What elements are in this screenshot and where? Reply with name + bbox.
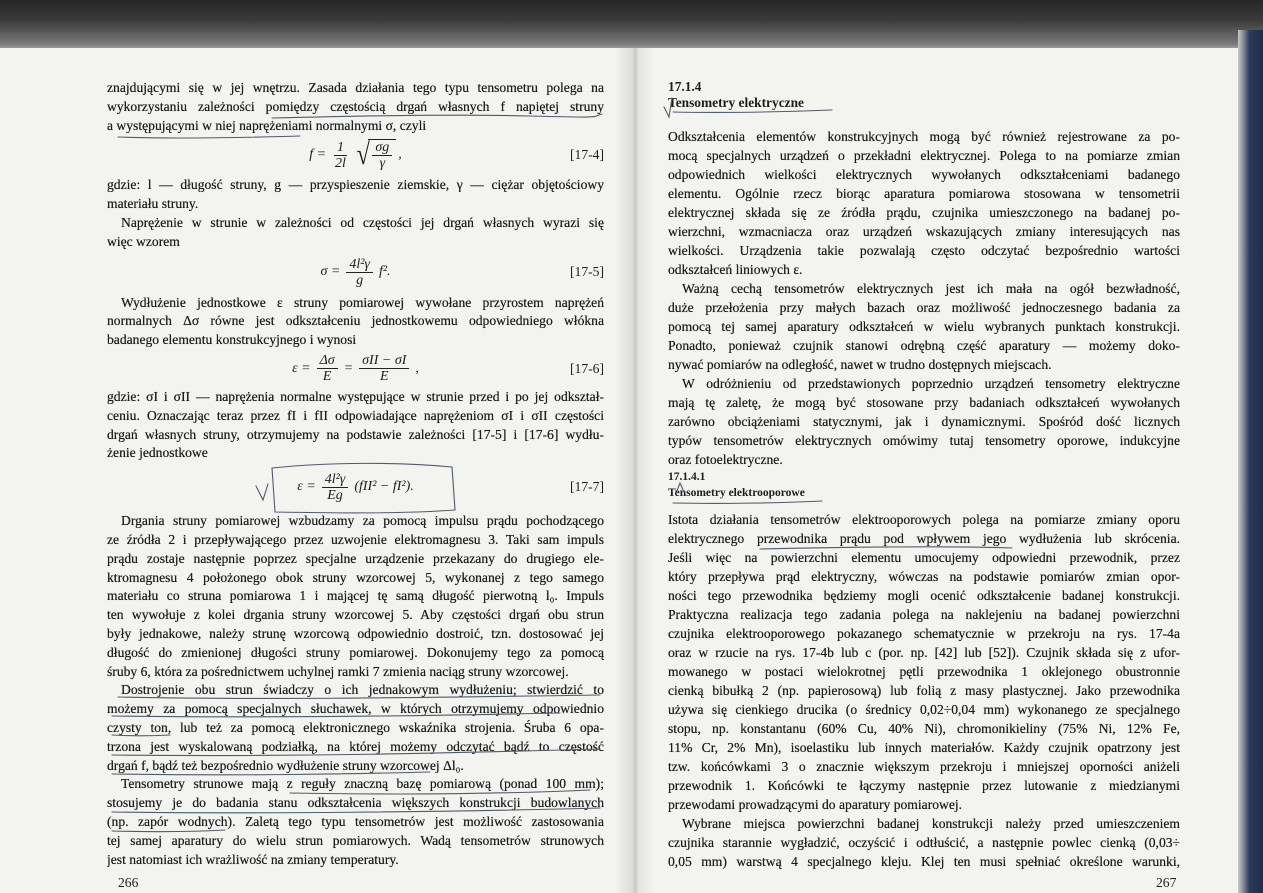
equation [107, 462, 604, 512]
text-line: ności tego przewodnika będziemy mogli ocenić odkształcenie badanej konstrukcji. [668, 588, 1180, 603]
denominator: E [379, 369, 389, 385]
numerator: Δσ [317, 353, 338, 369]
equation-term: f². [378, 264, 391, 280]
text-line: jest natomiast ich wrażliwość na zmiany temperatury. [107, 851, 399, 867]
text-line: ze źródła 2 i przepływającego przez uzwojenie elektromagnesu 3. Taki sam impuls [107, 532, 604, 547]
numerator: σg [372, 140, 392, 156]
equation-term: , [398, 147, 402, 163]
section-title: Tensometry elektrooporowe [668, 487, 805, 499]
text-line: zarówno obciążeniami statycznymi, jak i dynamicznymi. Spośród dość licznych [668, 414, 1180, 429]
numerator: 1 [334, 140, 347, 156]
text-line: mowanego w postaci wielokrotnej pętli przewodnika 1 oklejonego obustronnie [668, 664, 1180, 679]
text-line: Drgania struny pomiarowej wzbudzamy za pomocą impulsu prądu pochodzącego [121, 513, 604, 529]
equation-term: σ = [320, 264, 341, 280]
text-line: wykorzystaniu zależności pomiędzy częstością drgań własnych f napiętej struny [107, 98, 604, 114]
fraction [332, 140, 349, 171]
text-line: Naprężenie w strunie w zależności od częstości jej drgań własnych wyrazi się [121, 215, 604, 230]
text-line: znajdującymi się w jej wnętrzu. Zasada działania tego typu tensometru polega na [107, 80, 604, 95]
page-edge [1238, 30, 1263, 893]
text-line: czysty ton, lub też za pomocą elektronicznego wskaźnika strojenia. Śruba 6 opa- [107, 720, 604, 735]
text-line: ceniu. Oznaczając teraz przez fI i fII odpowiadające naprężeniom σI i σII częstości [107, 407, 604, 423]
text-line: Ponadto, ponieważ czujnik stanowi odrębną część aparatury — możemy doko- [668, 338, 1180, 353]
text-line: drgań własnych struny, otrzymujemy na podstawie zależności [17-5] i [17-6] wydłu- [107, 426, 604, 442]
denominator: Eg [327, 487, 343, 503]
equation [107, 251, 604, 294]
text-line: 11% Cr, 2% Mn), isoelastiku lub innych materiałów. Każdy czujnik opatrzony jest [668, 740, 1180, 755]
equation [107, 135, 604, 177]
text-line: możemy za pomocą specjalnych słuchawek, w których otrzymujemy odpowiednio [107, 701, 604, 717]
text-line: czujnika elektrooporowego pokazanego schematycznie w przekroju na rys. 17-4a [668, 626, 1180, 641]
text-line: Dostrojenie obu strun świadczy o ich jednakowym wydłużeniu; stwierdzić to [121, 682, 604, 698]
equation-term: = [343, 360, 354, 376]
denominator: 2l [335, 155, 346, 171]
equation-term: ε = [292, 360, 311, 376]
radicand [368, 139, 396, 171]
text-line: wierzchni, wzmacniacza oraz urządzeń wskazujących zmiany interesujących nas [668, 224, 1180, 239]
text-line: nywać pomiarów na odległość, nawet w trudno dostępnych miejscach. [668, 357, 1052, 372]
text-line: Tensometry strunowe mają z reguły znaczną bazę pomiarową (ponad 100 mm); [121, 776, 604, 792]
text-line: przewodami prowadzącymi do aparatury pomiarowej. [668, 797, 963, 812]
text-line: Wydłużenie jednostkowe ε struny pomiarowej wywołane przyrostem naprężeń [121, 294, 604, 310]
equation-number: [17-7] [570, 479, 604, 495]
equation-number: [17-6] [570, 360, 604, 376]
text-line: materiału co struna pomiarowa 1 i mającej tę samą długość pierwotną l₀. Impuls [107, 588, 604, 604]
equation-term: , [415, 360, 419, 376]
fraction [322, 472, 349, 503]
text-line: drgań f, bądź też bezpośrednio wydłużenie struny wzorcowej Δl₀. [107, 757, 464, 773]
numerator: 4l²γ [322, 472, 349, 488]
text-line: stopu, np. konstantanu (60% Cu, 40% Ni), chromonikieliny (75% Ni, 12% Fe, [668, 721, 1180, 736]
section-number: 17.1.4 [668, 79, 702, 94]
text-line: Praktyczna realizacja tego zadania polega na naklejeniu na badanej powierzchni [668, 607, 1180, 622]
text-line: tej samej aparatury do wielu strun pomiarowych. Wadą tensometrów strunowych [107, 832, 604, 848]
fraction [346, 257, 373, 288]
text-line: elementu. Ogólnie rzecz biorąc aparatura pomiarowa stosowana w tensometrii [668, 186, 1180, 201]
denominator: g [356, 272, 364, 288]
text-line: mocą specjalnych urządzeń o przekładni elektrycznej. Polega to na pomiarze zmian [668, 148, 1180, 163]
text-line: cienką bibułką 2 (np. papierosową) lub folią z masy plastycznej. Jako przewodnika [668, 683, 1180, 698]
text-line: elektrycznego przewodnika prądu pod wpływem jego wydłużenia lub skrócenia. [668, 531, 1180, 546]
page-number-left: 266 [118, 875, 139, 890]
text-line: elektrycznej składa się ze źródła prądu, czujnika umieszczonego na badanej po- [668, 205, 1180, 220]
text-line: wielkości. Urządzenia takie pozwalają często odczytać bezpośrednio wartości [668, 243, 1180, 258]
text-line: prądu zostaje następnie poprzez specjalne urządzenie przekazany do drugiego ele- [107, 550, 604, 566]
text-line: ktromagnesu 4 położonego obok struny wzorcowej 5, wykonanej z tego samego [107, 569, 604, 585]
text-line: Jeśli więc na powierzchni elementu umocujemy odpowiedni przewodnik, przez [668, 550, 1180, 565]
text-line: duże przełożenia przy małych bazach oraz możliwość jednoczesnego badania za [668, 300, 1180, 315]
page-number-right: 267 [1156, 875, 1177, 890]
equation-number: [17-5] [570, 264, 604, 280]
text-line: były jednakowe, należy strunę wzorcową odpowiednio dostroić, tzn. dostosować jej [107, 626, 604, 641]
text-line: długość do zmienionej długości struny pomiarowej. Dokonujemy tego za pomocą [107, 644, 604, 660]
text-line: normalnych Δσ równe jest odkształceniu jednostkowemu odpowiedniego włókna [107, 313, 604, 329]
denominator: γ [379, 156, 386, 172]
left-page [107, 0, 604, 893]
text-line: Ważną cechą tensometrów elektrycznych jest ich mała na ogół bezwładność, [682, 281, 1180, 296]
equation-term: f = [309, 147, 327, 163]
equation [107, 349, 604, 388]
text-line: W odróżnieniu od przedstawionych poprzednio urządzeń tensometry elektryczne [682, 376, 1180, 391]
fraction [317, 353, 338, 384]
text-line: trzona jest wyskalowaną podziałką, na której możemy odczytać bądź to częstość [107, 738, 604, 754]
radical-sign: √ [356, 138, 370, 172]
text-line: gdzie: l — długość struny, g — przyspieszenie ziemskie, γ — ciężar objętościowy [107, 177, 604, 193]
text-line: badanego elementu konstrukcyjnego i wynosi [107, 332, 357, 348]
book-gutter [615, 48, 655, 893]
equation-number: [17-4] [570, 147, 604, 163]
text-line: śruby 6, która za pośrednictwem uchylnej ramki 7 zmienia naciąg struny wzorcowej. [107, 663, 569, 679]
text-line: odpowiednich wielkości elektrycznych wywołanych odkształceniami badanego [668, 167, 1180, 182]
text-line: materiału struny. [107, 196, 199, 212]
text-line: 0,05 mm) warstwą 4 specjalnego kleju. Klej ten musi spełniać określone warunki, [668, 854, 1180, 869]
text-line: przewodnik 1. Końcówki te łączymy następnie przez lutowanie z miedzianymi [668, 778, 1180, 793]
text-line: ten wywołuje z kolei drgania struny wzorcowej 5. Aby częstości drgań obu strun [107, 607, 604, 623]
fraction [359, 353, 409, 384]
numerator: σII − σI [359, 353, 409, 369]
numerator: 4l²γ [346, 257, 373, 273]
text-line: więc wzorem [107, 233, 180, 249]
right-page [668, 0, 1180, 893]
fraction [372, 140, 392, 171]
text-line: (np. zapór wodnych). Zaletą tego typu tensometrów jest możliwość zastosowania [107, 814, 604, 829]
square-root [355, 139, 396, 171]
section-number: 17.1.4.1 [668, 471, 706, 483]
text-line: pomocą tej samej aparatury odkształceń w wielu wybranych punktach konstrukcji. [668, 319, 1180, 334]
text-line: odkształceń liniowych ε. [668, 262, 803, 277]
text-line: mają tę zaletę, że mogą być stosowane przy badaniach odkształceń wywołanych [668, 395, 1180, 410]
equation-term: (fII² − fI²). [354, 479, 414, 495]
text-line: żenie jednostkowe [107, 445, 208, 461]
text-line: a występującymi w niej naprężeniami normalnymi σ, czyli [107, 117, 427, 133]
text-line: Istota działania tensometrów elektrooporowych polega na pomiarze zmiany oporu [668, 512, 1180, 527]
text-line: używa się cienkiego drucika (o średnicy 0,02÷0,04 mm) wykonanego ze specjalnego [668, 702, 1180, 717]
section-title: Tensometry elektryczne [668, 95, 804, 110]
text-line: oraz w rzucie na rys. 17-4b lub c (por. np. [42] lub [52]). Czujnik składa się z ufor- [668, 645, 1180, 660]
text-line: typów tensometrów elektrycznych omówimy tutaj tensometry oporowe, indukcyjne [668, 433, 1180, 448]
text-line: Wybrane miejsca powierzchni badanej konstrukcji należy przed umieszczeniem [682, 816, 1180, 831]
text-line: który przepływa prąd elektryczny, wówczas na podstawie pomiarów zmian opor- [668, 569, 1180, 584]
equation-term: ε = [297, 479, 316, 495]
text-line: gdzie: σI i σII — naprężenia normalne występujące w strunie przed i po jej odkształ- [107, 389, 604, 404]
text-line: stosujemy je do badania stanu odkształcenia większych konstrukcji budowlanych [107, 795, 604, 811]
text-line: czujnika starannie wygładzić, oczyścić i odtłuścić, a następnie powlec cienką (0,03÷ [668, 835, 1180, 850]
denominator: E [322, 369, 332, 385]
text-line: tzw. końcówkami 3 o znacznie większym przekroju i mniejszej oporności aniżeli [668, 759, 1180, 774]
text-line: oraz fotoelektryczne. [668, 452, 783, 467]
text-line: Odkształcenia elementów konstrukcyjnych mogą być również rejestrowane za po- [668, 129, 1180, 144]
